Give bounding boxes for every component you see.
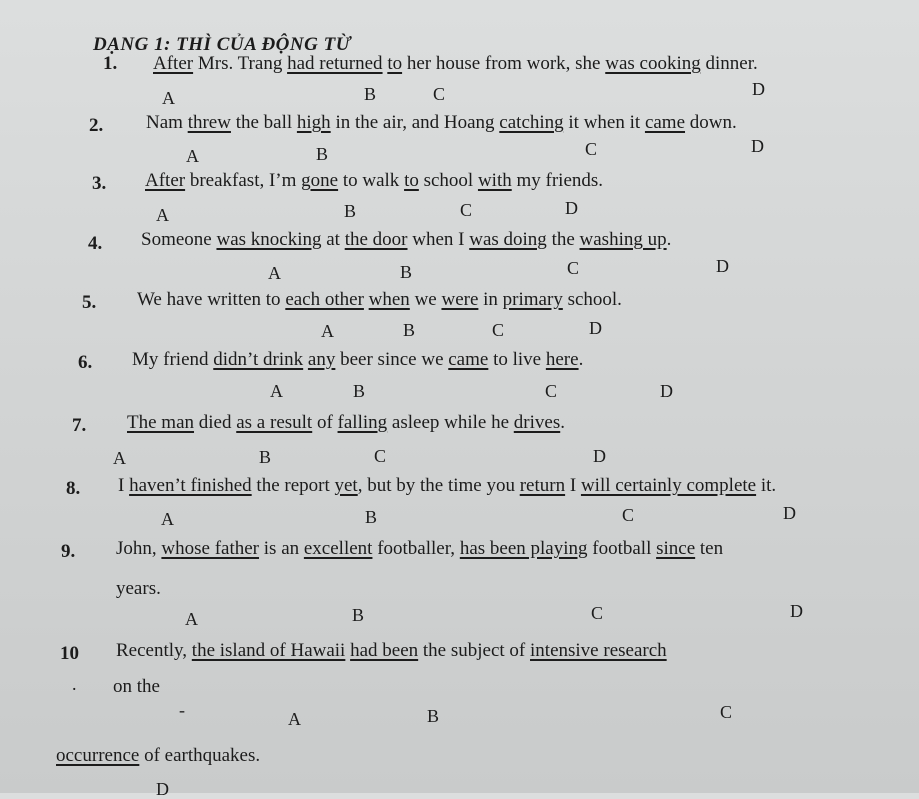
question-5-part-d: primary <box>502 289 563 310</box>
question-7-part-d: drives <box>513 412 561 433</box>
question-4-part-a: was knocking <box>216 229 322 250</box>
question-8-part-c: return <box>519 475 566 496</box>
option-b-label: B <box>344 201 357 221</box>
question-1-part-d: was cooking <box>605 53 701 74</box>
question-number: 8. <box>66 478 81 499</box>
worksheet-title: DẠNG 1: THÌ CỦA ĐỘNG TỪ <box>93 34 351 55</box>
question-3-part-c: to <box>404 170 419 191</box>
option-a-label: A <box>268 263 281 283</box>
question-6-part-b: any <box>307 349 336 370</box>
option-a-label: A <box>185 609 198 629</box>
question-10-part-d: occurrence <box>56 745 140 766</box>
option-d-label: D <box>783 503 796 523</box>
option-c-label: C <box>622 505 635 525</box>
question-3-part-a: After <box>145 170 186 191</box>
question-7-text: The man died as a result of falling asleep while he drives. <box>127 412 565 433</box>
question-8-text: I haven’t finished the report yet, but by the time you return I will certainly complete it. <box>118 475 777 496</box>
question-9-part-a: whose father <box>161 538 260 559</box>
question-9-text: John, whose father is an excellent footballer, has been playing football since ten <box>116 538 724 559</box>
question-1-part-b: had returned <box>287 53 383 74</box>
option-b-label: B <box>403 320 416 340</box>
question-3-part-d: with <box>477 170 512 191</box>
question-4-part-d: washing up <box>579 229 667 250</box>
option-c-label: C <box>545 381 558 401</box>
option-d-label: D <box>593 446 606 466</box>
option-a-label: A <box>113 448 126 468</box>
question-5-part-b: when <box>368 289 410 310</box>
option-d-label: D <box>752 79 765 99</box>
question-number: 3. <box>92 173 107 194</box>
option-c-label: C <box>374 446 387 466</box>
option-a-label: A <box>270 381 283 401</box>
question-7-part-a: The man <box>127 412 195 433</box>
question-6-part-c: came <box>448 349 489 370</box>
question-4-part-c: was doing <box>469 229 547 250</box>
option-b-label: B <box>400 262 413 282</box>
question-2-part-b: high <box>296 112 331 133</box>
question-2-text: Nam threw the ball high in the air, and Hoang catching it when it came down. <box>146 112 737 133</box>
option-b-label: B <box>364 84 377 104</box>
option-d-label: D <box>565 198 578 218</box>
question-8-part-d: will certainly complete <box>580 475 757 496</box>
question-10-part-b: had been <box>350 640 419 661</box>
question-1-text: After Mrs. Trang had returned to her house from work, she was cooking dinner. <box>153 53 758 74</box>
question-7-part-b: as a result <box>236 412 313 433</box>
question-4-part-b: the door <box>344 229 408 250</box>
question-9-continuation: years. <box>116 578 161 599</box>
option-c-label: C <box>567 258 580 278</box>
option-b-label: B <box>352 605 365 625</box>
option-c-label: C <box>433 84 446 104</box>
question-2-part-d: came <box>644 112 686 133</box>
question-2-part-c: catching <box>499 112 564 133</box>
question-10-continuation: on the <box>113 676 160 697</box>
option-c-label: C <box>591 603 604 623</box>
question-number: 4. <box>88 233 103 254</box>
bullet-mark: . <box>72 674 77 694</box>
question-5-text: We have written to each other when we were in primary school. <box>137 289 622 310</box>
option-b-label: B <box>427 706 440 726</box>
question-7-part-c: falling <box>337 412 388 433</box>
option-d-label: D <box>589 318 602 338</box>
stray-dash-mark: - <box>179 700 185 720</box>
question-6-part-d: here <box>545 349 579 370</box>
question-number: 9. <box>61 541 76 562</box>
question-number: 10 <box>60 643 79 664</box>
question-10-part-c: intensive research <box>530 640 667 661</box>
option-c-label: C <box>585 139 598 159</box>
question-10-part-a: the island of Hawaii <box>191 640 346 661</box>
option-c-label: C <box>492 320 505 340</box>
question-number: 2. <box>89 115 104 136</box>
question-number: 5. <box>82 292 97 313</box>
option-b-label: B <box>353 381 366 401</box>
option-b-label: B <box>365 507 378 527</box>
option-b-label: B <box>316 144 329 164</box>
option-d-label: D <box>790 601 803 621</box>
question-number: 1. <box>103 53 118 74</box>
question-10-text: Recently, the island of Hawaii had been the subject of intensive research <box>116 640 667 661</box>
question-2-part-a: threw <box>187 112 231 133</box>
question-9-part-d: since <box>656 538 696 559</box>
option-a-label: A <box>321 321 334 341</box>
question-9-part-b: excellent <box>303 538 373 559</box>
question-8-part-b: yet <box>334 475 358 496</box>
option-a-label: A <box>186 146 199 166</box>
option-c-label: C <box>460 200 473 220</box>
option-a-label: A <box>161 509 174 529</box>
option-b-label: B <box>259 447 272 467</box>
option-d-label: D <box>660 381 673 401</box>
option-a-label: A <box>156 205 169 225</box>
question-5-part-a: each other <box>285 289 364 310</box>
question-5-part-c: were <box>441 289 479 310</box>
question-number: 6. <box>78 352 93 373</box>
option-d-label: D <box>751 136 764 156</box>
question-6-part-a: didn’t drink <box>213 349 304 370</box>
question-9-part-c: has been playing <box>459 538 588 559</box>
question-4-text: Someone was knocking at the door when I was doing the washing up. <box>141 229 672 250</box>
question-3-part-b: gone <box>301 170 339 191</box>
option-c-label: C <box>720 702 733 722</box>
question-3-text: After breakfast, I’m gone to walk to school with my friends. <box>145 170 604 191</box>
question-number: 7. <box>72 415 87 436</box>
option-a-label: A <box>288 709 301 729</box>
question-10-continuation-2: occurrence of earthquakes. <box>56 745 261 766</box>
option-d-label: D <box>156 779 169 799</box>
question-1-part-a: After <box>153 53 194 74</box>
question-6-text: My friend didn’t drink any beer since we came to live here. <box>132 349 584 370</box>
option-d-label: D <box>716 256 729 276</box>
question-1-part-c: to <box>387 53 403 74</box>
option-a-label: A <box>162 88 175 108</box>
question-8-part-a: haven’t finished <box>129 475 252 496</box>
